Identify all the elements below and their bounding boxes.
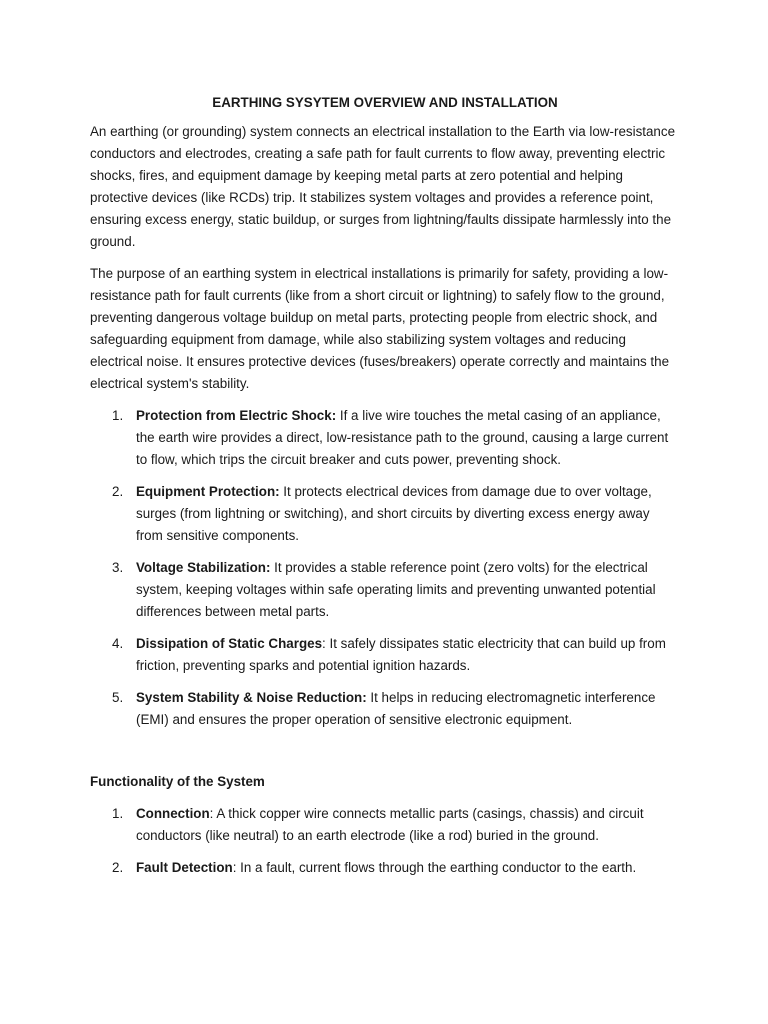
- list-term: Equipment Protection:: [136, 484, 280, 499]
- list-text: If a live wire touches the metal casing of an appliance, the earth wire provides a direct, low-resistance path to the ground, causing a large current to flow, which trips the circuit breaker and cuts power, preventing shock.: [136, 408, 669, 467]
- list-number: 2.: [112, 860, 124, 875]
- list-term: Voltage Stabilization:: [136, 560, 271, 575]
- list-text: : It safely dissipates static electricity that can build up from friction, preventing sparks and potential ignition hazards.: [136, 636, 666, 673]
- list-number: 2.: [112, 484, 124, 499]
- list-term: Protection from Electric Shock:: [136, 408, 337, 423]
- list-text: : A thick copper wire connects metallic parts (casings, chassis) and circuit conductors (like neutral) to an earth electrode (like a rod) buried in the ground.: [136, 806, 644, 843]
- list-number: 5.: [112, 690, 124, 705]
- intro-paragraph: An earthing (or grounding) system connects an electrical installation to the Earth via low-resistance conductors and electrodes, creating a safe path for fault currents to flow away, preventing electric shocks, fires, and equipment damage by keeping metal parts at zero potential and helping protective devices (like RCDs) trip. It stabilizes system voltages and provides a reference point, ensuring excess energy, static buildup, or surges from lightning/faults dissipate harmlessly into the ground.: [90, 124, 676, 249]
- list-number: 3.: [112, 560, 124, 575]
- document-title: EARTHING SYSYTEM OVERVIEW AND INSTALLATION: [212, 95, 558, 110]
- purpose-paragraph: The purpose of an earthing system in electrical installations is primarily for safety, providing a low-resistance path for fault currents (like from a short circuit or lightning) to safely flow to the ground, preventing dangerous voltage buildup on metal parts, protecting people from electric shock, and safeguarding equipment from damage, while also stabilizing system voltages and reducing electrical noise. It ensures protective devices (fuses/breakers) operate correctly and maintains the electrical system's stability.: [90, 266, 670, 391]
- list-text: It helps in reducing electromagnetic interference (EMI) and ensures the proper operation of sensitive electronic equipment.: [136, 690, 656, 727]
- list-number: 4.: [112, 636, 124, 651]
- list-item: [90, 405, 680, 471]
- list-term: Fault Detection: [136, 860, 233, 875]
- list-text: It protects electrical devices from damage due to over voltage, surges (from lightning or switching), and short circuits by diverting excess energy away from sensitive components.: [136, 484, 652, 543]
- list-item: [90, 633, 680, 677]
- list-item: [90, 481, 680, 547]
- list-item: [90, 687, 680, 731]
- list-item: [90, 557, 680, 623]
- list-term: Connection: [136, 806, 210, 821]
- list-number: 1.: [112, 806, 124, 821]
- list-number: 1.: [112, 408, 124, 423]
- document-page: [90, 93, 680, 889]
- list-term: Dissipation of Static Charges: [136, 636, 323, 651]
- list-term: System Stability & Noise Reduction:: [136, 690, 367, 705]
- list-text: It provides a stable reference point (zero volts) for the electrical system, keeping voltages within safe operating limits and preventing unwanted potential differences between metal parts.: [136, 560, 656, 619]
- list-item: [90, 803, 680, 847]
- list-item: [90, 857, 680, 879]
- functionality-heading: Functionality of the System: [90, 774, 265, 789]
- list-text: : In a fault, current flows through the earthing conductor to the earth.: [232, 860, 637, 875]
- purpose-list: [90, 405, 680, 731]
- functionality-list: [90, 803, 680, 879]
